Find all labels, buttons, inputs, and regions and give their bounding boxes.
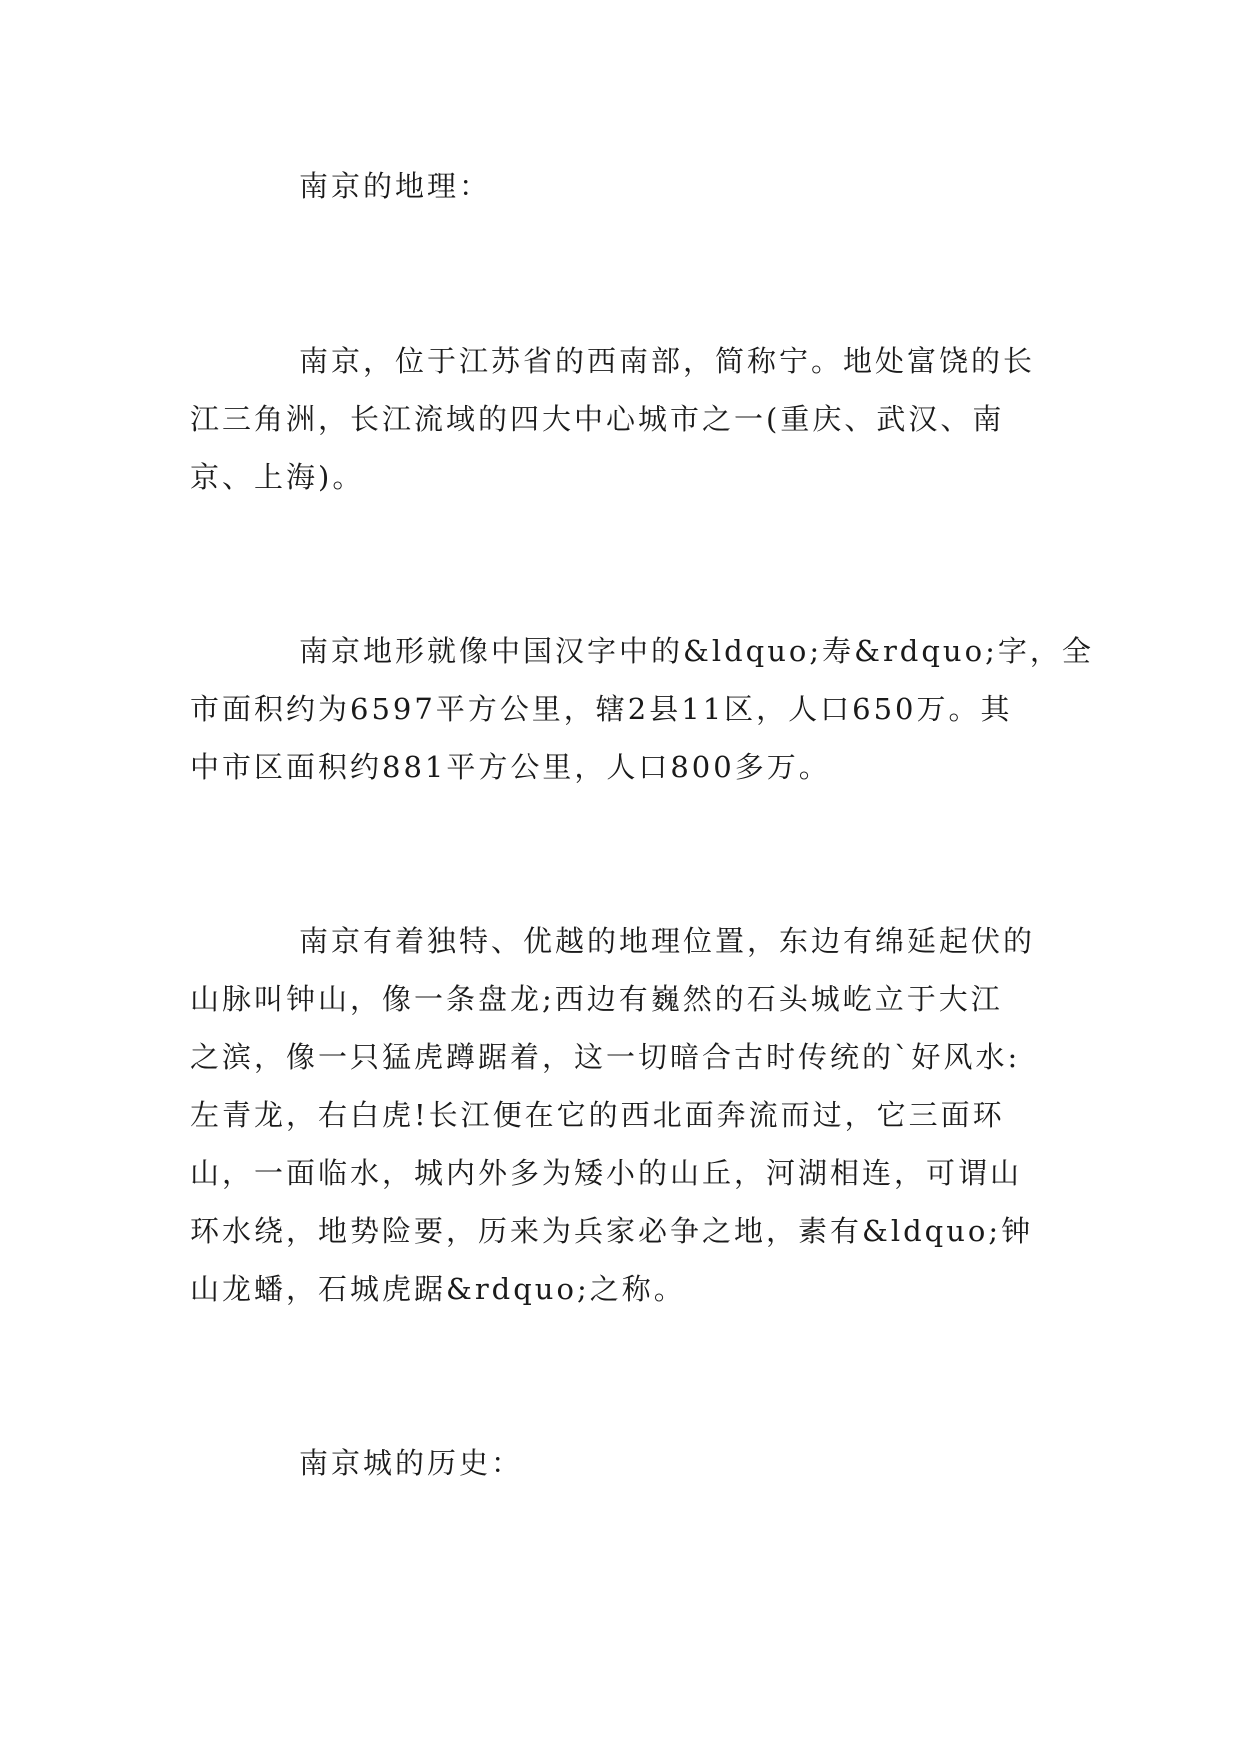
paragraph-line: 之滨，像一只猛虎蹲踞着，这一切暗合古时传统的`好风水: — [190, 1040, 1021, 1074]
paragraph-line: 山脉叫钟山，像一条盘龙;西边有巍然的石头城屹立于大江 — [190, 982, 1003, 1016]
paragraph-line: 中市区面积约881平方公里，人口800多万。 — [190, 750, 831, 784]
paragraph-line: 市面积约为6597平方公里，辖2县11区，人口650万。其 — [190, 692, 1013, 726]
section-heading-geography: 南京的地理： — [299, 169, 492, 203]
paragraph-line: 山龙蟠，石城虎踞&rdquo;之称。 — [190, 1272, 686, 1306]
paragraph-line: 江三角洲，长江流域的四大中心城市之一(重庆、武汉、南 — [190, 402, 1005, 436]
paragraph-line: 南京，位于江苏省的西南部，简称宁。地处富饶的长 — [299, 344, 1036, 378]
paragraph-line: 南京地形就像中国汉字中的&ldquo;寿&rdquo;字，全 — [299, 634, 1094, 668]
paragraph-line: 山，一面临水，城内外多为矮小的山丘，河湖相连，可谓山 — [190, 1156, 1023, 1190]
section-heading-history: 南京城的历史： — [299, 1446, 524, 1480]
paragraph-line: 京、上海)。 — [190, 460, 365, 494]
paragraph-line: 南京有着独特、优越的地理位置，东边有绵延起伏的 — [299, 924, 1036, 958]
paragraph-line: 环水绕，地势险要，历来为兵家必争之地，素有&ldquo;钟 — [190, 1214, 1034, 1248]
paragraph-line: 左青龙，右白虎!长江便在它的西北面奔流而过，它三面环 — [190, 1098, 1005, 1132]
